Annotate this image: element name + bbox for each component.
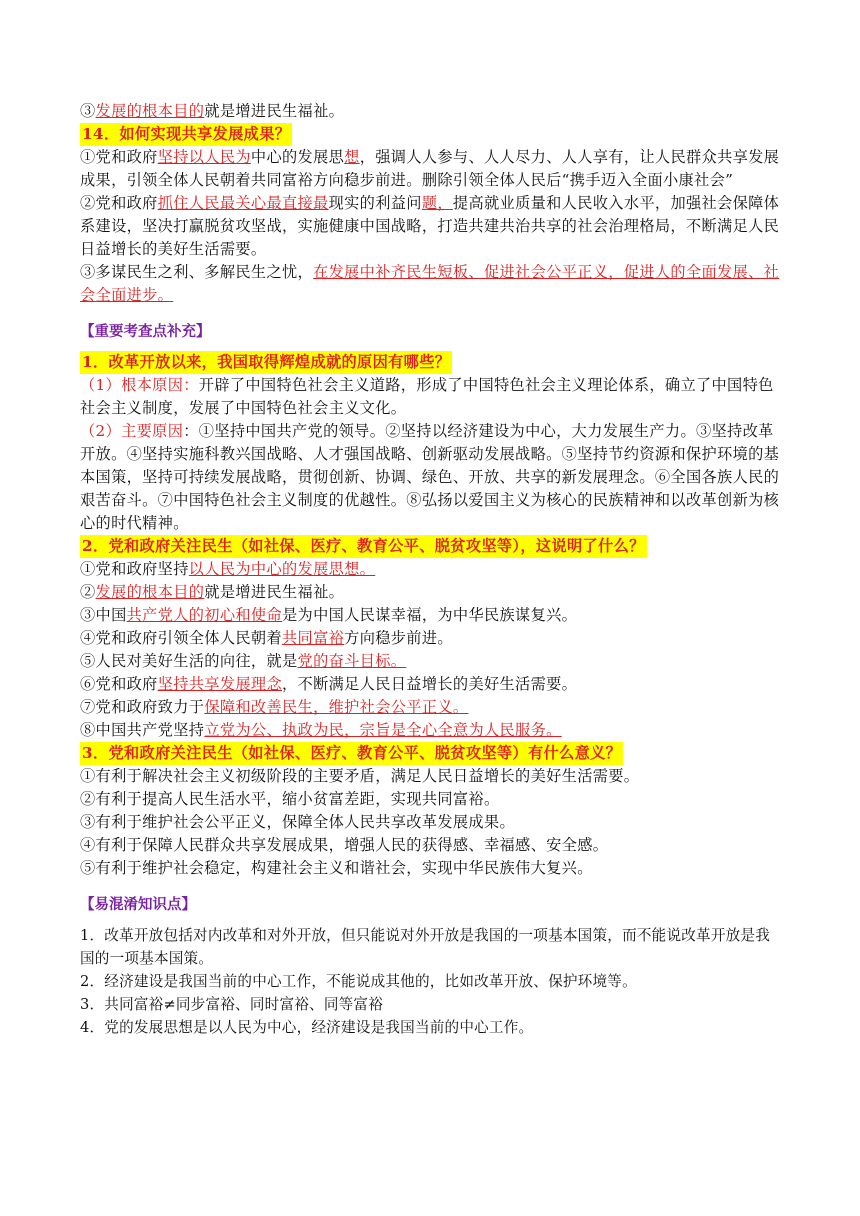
k3-item: ②有利于提高人民生活水平，缩小贫富差距，实现共同富裕。: [80, 790, 500, 808]
key-phrase: 党的奋斗目标。: [297, 652, 407, 670]
k2-item-1: ①党和政府坚持以人民为中心的发展思想。: [80, 560, 376, 578]
k3-item: ③有利于维护社会公平正义，保障全体人民共享改革发展成果。: [80, 813, 516, 831]
item-number: ③: [80, 102, 96, 120]
k2-item-7: ⑦党和政府致力于保障和改善民生，维护社会公平正义。: [80, 698, 469, 716]
k2-item-5: ⑤人民对美好生活的向往，就是党的奋斗目标。: [80, 652, 407, 670]
k1-main-reasons: （2）主要原因：①坚持中国共产党的领导。②坚持以经济建设为中心，大力发展生产力。③坚持改革开放。④坚持实施科教兴国战略、人才强国战略、创新驱动发展战略。⑤坚持节约资源和保护环境的基本国策，坚持可持续发展战略，贯彻创新、协调、绿色、开放、共享的新发展理念。⑥全国各族人民的艰苦奋斗。⑦中国特色社会主义制度的优越性。⑧弘扬以爱国主义为核心的民族精神和以改革创新为核心的时代精神。: [80, 422, 780, 532]
question-heading: 1．改革开放以来，我国取得辉煌成就的原因有哪些？: [80, 351, 452, 374]
confusing-note: 2．经济建设是我国当前的中心工作，不能说成其他的，比如改革开放、保护环境等。: [80, 973, 637, 990]
key-phrase: 坚持共享发展理念: [157, 675, 282, 693]
question-heading: 3．党和政府关注民生（如社保、医疗、教育公平、脱贫攻坚等）有什么意义？: [80, 742, 623, 765]
key-phrase: 抓住人民最关心最直接最: [157, 194, 329, 212]
k2-item-4: ④党和政府引领全体人民朝着共同富裕方向稳步前进。: [80, 629, 453, 647]
k2-item-6: ⑥党和政府坚持共享发展理念，不断满足人民日益增长的美好生活需要。: [80, 675, 578, 693]
reason-label: （2）主要原因: [80, 422, 184, 440]
confusing-note: 3．共同富裕≠同步富裕、同时富裕、同等富裕: [80, 996, 383, 1013]
key-point-3-title: [80, 742, 784, 765]
point-3-development-goal: [80, 100, 784, 123]
q14-point-1: ①党和政府坚持以人民为中心的发展思想，强调人人参与、人人尽力、人人享有，让人民群众共享发展成果，引领全体人民朝着共同富裕方向稳步前进。删除引领全体人民后“携手迈入全面小康社会”: [80, 148, 780, 189]
key-phrase: 坚持以人民为: [157, 148, 251, 166]
k2-item-8: ⑧中国共产党坚持立党为公、执政为民，宗旨是全心全意为人民服务。: [80, 721, 562, 739]
confusing-note: 4．党的发展思想是以人民为中心，经济建设是我国当前的中心工作。: [80, 1019, 534, 1036]
question-14-title: [80, 123, 784, 146]
k2-item-3: ③中国共产党人的初心和使命是为中国人民谋幸福，为中华民族谋复兴。: [80, 606, 578, 624]
section-heading-key-points: 【重要考查点补充】: [80, 324, 211, 340]
k2-item-2: ②发展的根本目的就是增进民生福祉。: [80, 583, 345, 601]
section-heading-confusing-points: 【易混淆知识点】: [80, 897, 196, 913]
question-heading: 2．党和政府关注民生（如社保、医疗、教育公平、脱贫攻坚等），这说明了什么？: [80, 535, 647, 558]
reason-label: （1）根本原因：: [80, 376, 199, 394]
key-phrase: 想: [344, 148, 360, 166]
key-point-1-title: [80, 351, 784, 374]
question-heading: 14．如何实现共享发展成果？: [80, 123, 292, 146]
k3-item: ⑤有利于维护社会稳定，构建社会主义和谐社会，实现中华民族伟大复兴。: [80, 859, 593, 877]
document-page: [80, 100, 784, 1039]
key-phrase: 共产党人的初心和使命: [126, 606, 282, 624]
k3-item: ④有利于保障人民群众共享发展成果，增强人民的获得感、幸福感、安全感。: [80, 836, 609, 854]
key-phrase: 发展的根本目的: [95, 102, 205, 120]
key-phrase: 发展的根本目的: [95, 583, 205, 601]
q14-point-3: ③多谋民生之利、多解民生之忧，在发展中补齐民生短板、促进社会公平正义，促进人的全面发展、社会全面进步。: [80, 263, 780, 304]
key-phrase: 以人民为中心的发展思想。: [188, 560, 376, 578]
key-phrase: 在发展中补齐民生短板、促进社会公平正义，促进人的全面发展、社会全面进步。: [80, 263, 780, 304]
q14-point-2: ②党和政府抓住人民最关心最直接最现实的利益问题，提高就业质量和人民收入水平，加强社会保障体系建设，坚决打赢脱贫攻坚战，实施健康中国战略，打造共建共治共享的社会治理格局，不断满足人民日益增长的美好生活需要。: [80, 194, 780, 258]
confusing-note: 1．改革开放包括对内改革和对外开放，但只能说对外开放是我国的一项基本国策，而不能说改革开放是我国的一项基本国策。: [80, 927, 771, 967]
item-text: 就是增进民生福祉。: [204, 102, 345, 120]
key-point-2-title: [80, 535, 784, 558]
k1-fundamental-reason: （1）根本原因：开辟了中国特色社会主义道路，形成了中国特色社会主义理论体系，确立了中国特色社会主义制度，发展了中国特色社会主义文化。: [80, 376, 774, 417]
key-phrase: 立党为公、执政为民，宗旨是全心全意为人民服务。: [204, 721, 562, 739]
key-phrase: 题，: [421, 194, 453, 212]
k3-item: ①有利于解决社会主义初级阶段的主要矛盾，满足人民日益增长的美好生活需要。: [80, 767, 640, 785]
key-phrase: 共同富裕: [282, 629, 345, 647]
key-phrase: 保障和改善民生，维护社会公平正义。: [204, 698, 469, 716]
